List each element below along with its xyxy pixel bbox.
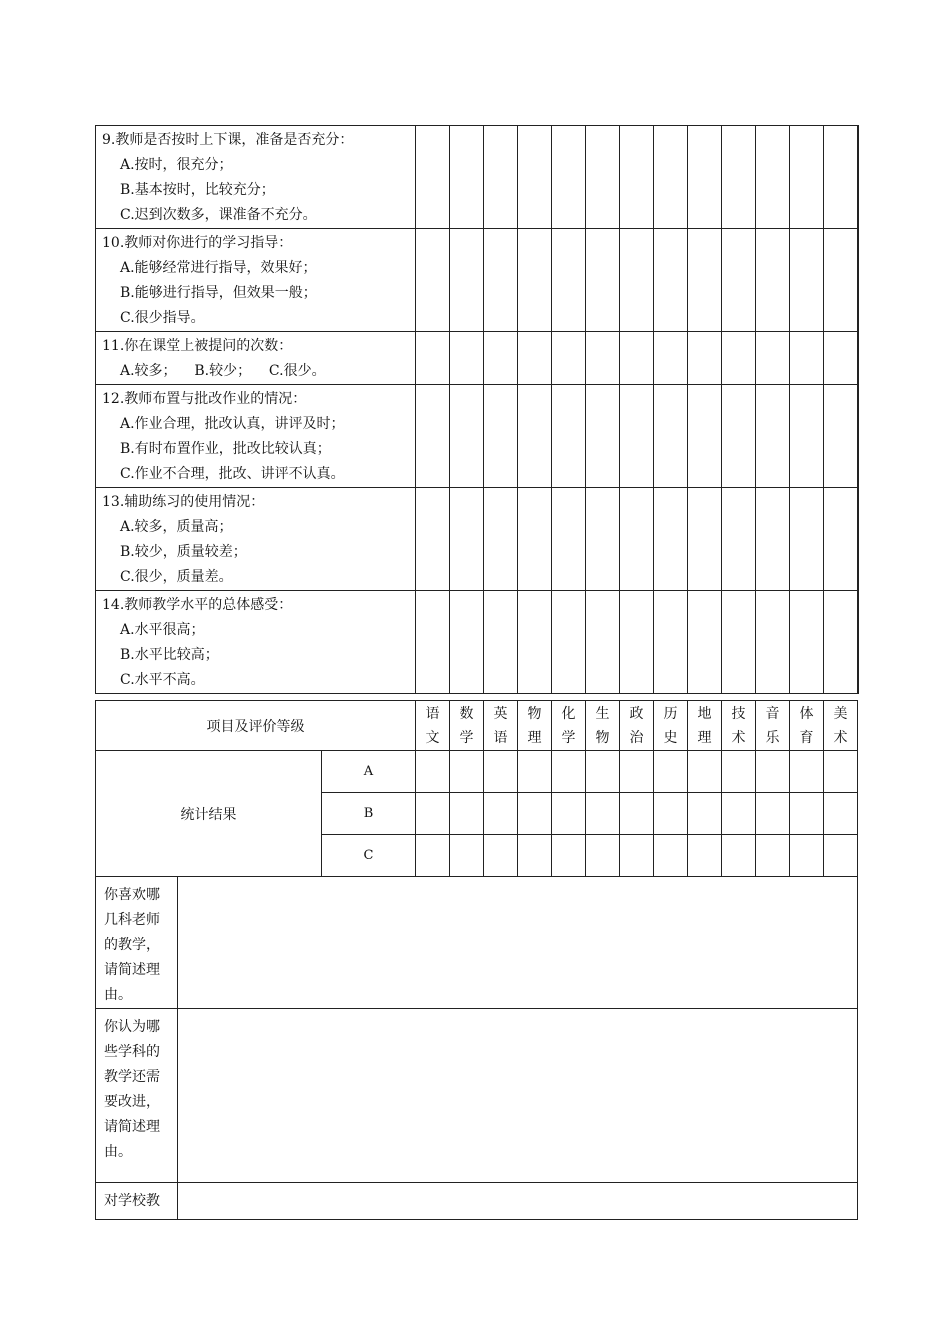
- rating-cell[interactable]: [756, 229, 790, 332]
- question-option: C.迟到次数多，课准备不充分。: [120, 207, 317, 223]
- stat-cell[interactable]: [790, 751, 824, 793]
- rating-cell[interactable]: [824, 126, 858, 229]
- stat-cell[interactable]: [790, 793, 824, 835]
- subject-header: 生 物: [586, 701, 620, 751]
- stat-cell[interactable]: [450, 751, 484, 793]
- question-row: [96, 126, 858, 229]
- summary-table: [95, 700, 858, 1220]
- subject-header: 音 乐: [756, 701, 790, 751]
- rating-cell[interactable]: [518, 126, 552, 229]
- rating-cell[interactable]: [790, 126, 824, 229]
- rating-cell[interactable]: [756, 126, 790, 229]
- rating-cell[interactable]: [620, 332, 654, 385]
- stat-cell[interactable]: [586, 751, 620, 793]
- question-title: 12.教师布置与批改作业的情况：: [102, 391, 307, 407]
- rating-cell[interactable]: [552, 332, 586, 385]
- question-row: [96, 385, 858, 488]
- question-text-cell: [96, 385, 416, 488]
- prompt-school: 对学校教: [96, 1183, 178, 1220]
- rating-cell[interactable]: [552, 385, 586, 488]
- header-label: 项目及评价等级: [96, 701, 416, 751]
- rating-cell[interactable]: [654, 332, 688, 385]
- answer-like-field[interactable]: [178, 877, 858, 1009]
- subject-header: 历 史: [654, 701, 688, 751]
- question-option: C.很少，质量差。: [120, 569, 233, 585]
- rating-cell[interactable]: [416, 332, 450, 385]
- rating-cell[interactable]: [416, 229, 450, 332]
- rating-cell[interactable]: [790, 385, 824, 488]
- rating-cell[interactable]: [756, 591, 790, 694]
- rating-cell[interactable]: [654, 229, 688, 332]
- improve-row: [96, 1009, 858, 1183]
- question-option: B.有时布置作业，批改比较认真；: [120, 441, 331, 457]
- rating-cell[interactable]: [722, 591, 756, 694]
- stat-cell[interactable]: [518, 835, 552, 877]
- question-option: B.水平比较高；: [120, 647, 219, 663]
- rating-cell[interactable]: [450, 126, 484, 229]
- rating-cell[interactable]: [756, 385, 790, 488]
- stat-cell[interactable]: [824, 793, 858, 835]
- stat-cell[interactable]: [722, 793, 756, 835]
- stat-cell[interactable]: [552, 835, 586, 877]
- rating-cell[interactable]: [450, 385, 484, 488]
- rating-cell[interactable]: [586, 488, 620, 591]
- rating-cell[interactable]: [790, 591, 824, 694]
- subject-header: 美 术: [824, 701, 858, 751]
- stat-cell[interactable]: [790, 835, 824, 877]
- rating-cell[interactable]: [688, 591, 722, 694]
- stat-cell[interactable]: [756, 835, 790, 877]
- stat-cell[interactable]: [688, 835, 722, 877]
- stat-cell[interactable]: [722, 835, 756, 877]
- answer-improve-field[interactable]: [178, 1009, 858, 1183]
- rating-cell[interactable]: [620, 229, 654, 332]
- stat-cell[interactable]: [654, 793, 688, 835]
- stat-cell[interactable]: [450, 793, 484, 835]
- rating-cell[interactable]: [552, 591, 586, 694]
- rating-cell[interactable]: [824, 591, 858, 694]
- subject-header: 数 学: [450, 701, 484, 751]
- prompt-improve: 你认为哪 些学科的 教学还需 要改进， 请简述理 由。: [96, 1009, 178, 1183]
- rating-cell[interactable]: [654, 591, 688, 694]
- questions-table: [95, 125, 859, 694]
- subject-header: 体 育: [790, 701, 824, 751]
- question-option: A.较多，质量高；: [120, 519, 233, 535]
- question-option: C.作业不合理，批改、讲评不认真。: [120, 466, 345, 482]
- question-title: 10.教师对你进行的学习指导：: [102, 235, 293, 251]
- answer-school-field[interactable]: [178, 1183, 858, 1220]
- stat-cell[interactable]: [722, 751, 756, 793]
- question-option: C.水平不高。: [120, 672, 205, 688]
- rating-cell[interactable]: [518, 591, 552, 694]
- question-title: 13.辅助练习的使用情况：: [102, 494, 265, 510]
- rating-cell[interactable]: [654, 126, 688, 229]
- rating-cell[interactable]: [756, 488, 790, 591]
- stat-cell[interactable]: [756, 793, 790, 835]
- rating-cell[interactable]: [722, 332, 756, 385]
- question-option: B.能够进行指导，但效果一般；: [120, 285, 317, 301]
- rating-cell[interactable]: [620, 126, 654, 229]
- stat-cell[interactable]: [620, 835, 654, 877]
- like-row: [96, 877, 858, 1009]
- rating-cell[interactable]: [518, 332, 552, 385]
- rating-cell[interactable]: [416, 126, 450, 229]
- question-option: A.按时，很充分；: [120, 157, 233, 173]
- rating-cell[interactable]: [416, 385, 450, 488]
- rating-cell[interactable]: [620, 385, 654, 488]
- stat-cell[interactable]: [586, 793, 620, 835]
- school-row: [96, 1183, 858, 1220]
- stat-cell[interactable]: [688, 751, 722, 793]
- grade-b-label: B: [322, 793, 416, 835]
- question-option: A.水平很高；: [120, 622, 205, 638]
- rating-cell[interactable]: [756, 332, 790, 385]
- rating-cell[interactable]: [688, 126, 722, 229]
- stat-cell[interactable]: [824, 751, 858, 793]
- subject-header: 英 语: [484, 701, 518, 751]
- subject-header: 语 文: [416, 701, 450, 751]
- question-option: B.较少，质量较差；: [120, 544, 247, 560]
- question-row: [96, 591, 858, 694]
- rating-cell[interactable]: [824, 229, 858, 332]
- rating-cell[interactable]: [688, 488, 722, 591]
- rating-cell[interactable]: [722, 385, 756, 488]
- grade-c-label: C: [322, 835, 416, 877]
- rating-cell[interactable]: [518, 229, 552, 332]
- stat-cell[interactable]: [824, 835, 858, 877]
- stat-cell[interactable]: [552, 751, 586, 793]
- rating-cell[interactable]: [654, 385, 688, 488]
- stat-cell[interactable]: [620, 793, 654, 835]
- rating-cell[interactable]: [518, 385, 552, 488]
- question-option: A.能够经常进行指导，效果好；: [120, 260, 317, 276]
- stat-cell[interactable]: [552, 793, 586, 835]
- question-text-cell: [96, 332, 416, 385]
- grade-a-label: A: [322, 751, 416, 793]
- stat-cell[interactable]: [484, 751, 518, 793]
- rating-cell[interactable]: [688, 332, 722, 385]
- rating-cell[interactable]: [484, 385, 518, 488]
- question-text-cell: [96, 126, 416, 229]
- stat-cell[interactable]: [620, 751, 654, 793]
- question-title: 9.教师是否按时上下课，准备是否充分：: [102, 132, 354, 148]
- rating-cell[interactable]: [552, 229, 586, 332]
- rating-cell[interactable]: [824, 385, 858, 488]
- rating-cell[interactable]: [450, 488, 484, 591]
- subject-header: 物 理: [518, 701, 552, 751]
- rating-cell[interactable]: [416, 591, 450, 694]
- rating-cell[interactable]: [586, 229, 620, 332]
- rating-cell[interactable]: [824, 332, 858, 385]
- rating-cell[interactable]: [654, 488, 688, 591]
- rating-cell[interactable]: [518, 488, 552, 591]
- subject-header: 化 学: [552, 701, 586, 751]
- stat-cell[interactable]: [416, 793, 450, 835]
- question-option: A.较多； B.较少； C.很少。: [120, 363, 326, 379]
- question-row: [96, 332, 858, 385]
- stat-cell[interactable]: [586, 835, 620, 877]
- rating-cell[interactable]: [790, 488, 824, 591]
- stat-cell[interactable]: [654, 835, 688, 877]
- rating-cell[interactable]: [586, 332, 620, 385]
- rating-cell[interactable]: [586, 591, 620, 694]
- question-title: 11.你在课堂上被提问的次数：: [102, 338, 293, 354]
- subject-header: 技 术: [722, 701, 756, 751]
- stat-cell[interactable]: [654, 751, 688, 793]
- question-option: A.作业合理，批改认真，讲评及时；: [120, 416, 345, 432]
- question-option: C.很少指导。: [120, 310, 205, 326]
- rating-cell[interactable]: [552, 488, 586, 591]
- question-title: 14.教师教学水平的总体感受：: [102, 597, 293, 613]
- question-text-cell: [96, 488, 416, 591]
- rating-cell[interactable]: [620, 591, 654, 694]
- rating-cell[interactable]: [586, 385, 620, 488]
- subject-header: 政 治: [620, 701, 654, 751]
- stat-cell[interactable]: [484, 793, 518, 835]
- rating-cell[interactable]: [824, 488, 858, 591]
- prompt-like: 你喜欢哪 几科老师 的教学， 请简述理 由。: [96, 877, 178, 1009]
- rating-cell[interactable]: [722, 488, 756, 591]
- summary-header-row: [96, 701, 858, 751]
- stat-cell[interactable]: [484, 835, 518, 877]
- stats-label: 统计结果: [96, 751, 322, 877]
- rating-cell[interactable]: [484, 488, 518, 591]
- question-row: [96, 488, 858, 591]
- subject-header: 地 理: [688, 701, 722, 751]
- stat-cell[interactable]: [416, 751, 450, 793]
- question-row: [96, 229, 858, 332]
- rating-cell[interactable]: [484, 332, 518, 385]
- rating-cell[interactable]: [722, 126, 756, 229]
- rating-cell[interactable]: [722, 229, 756, 332]
- question-text-cell: [96, 229, 416, 332]
- rating-cell[interactable]: [450, 229, 484, 332]
- rating-cell[interactable]: [484, 229, 518, 332]
- rating-cell[interactable]: [790, 332, 824, 385]
- question-option: B.基本按时，比较充分；: [120, 182, 275, 198]
- stat-cell[interactable]: [518, 793, 552, 835]
- rating-cell[interactable]: [484, 591, 518, 694]
- rating-cell[interactable]: [586, 126, 620, 229]
- stat-cell[interactable]: [688, 793, 722, 835]
- rating-cell[interactable]: [450, 332, 484, 385]
- rating-cell[interactable]: [450, 591, 484, 694]
- grade-row-a: [96, 751, 858, 793]
- stat-cell[interactable]: [416, 835, 450, 877]
- rating-cell[interactable]: [790, 229, 824, 332]
- rating-cell[interactable]: [688, 385, 722, 488]
- rating-cell[interactable]: [552, 126, 586, 229]
- rating-cell[interactable]: [416, 488, 450, 591]
- rating-cell[interactable]: [688, 229, 722, 332]
- stat-cell[interactable]: [450, 835, 484, 877]
- stat-cell[interactable]: [756, 751, 790, 793]
- rating-cell[interactable]: [484, 126, 518, 229]
- rating-cell[interactable]: [620, 488, 654, 591]
- question-text-cell: [96, 591, 416, 694]
- stat-cell[interactable]: [518, 751, 552, 793]
